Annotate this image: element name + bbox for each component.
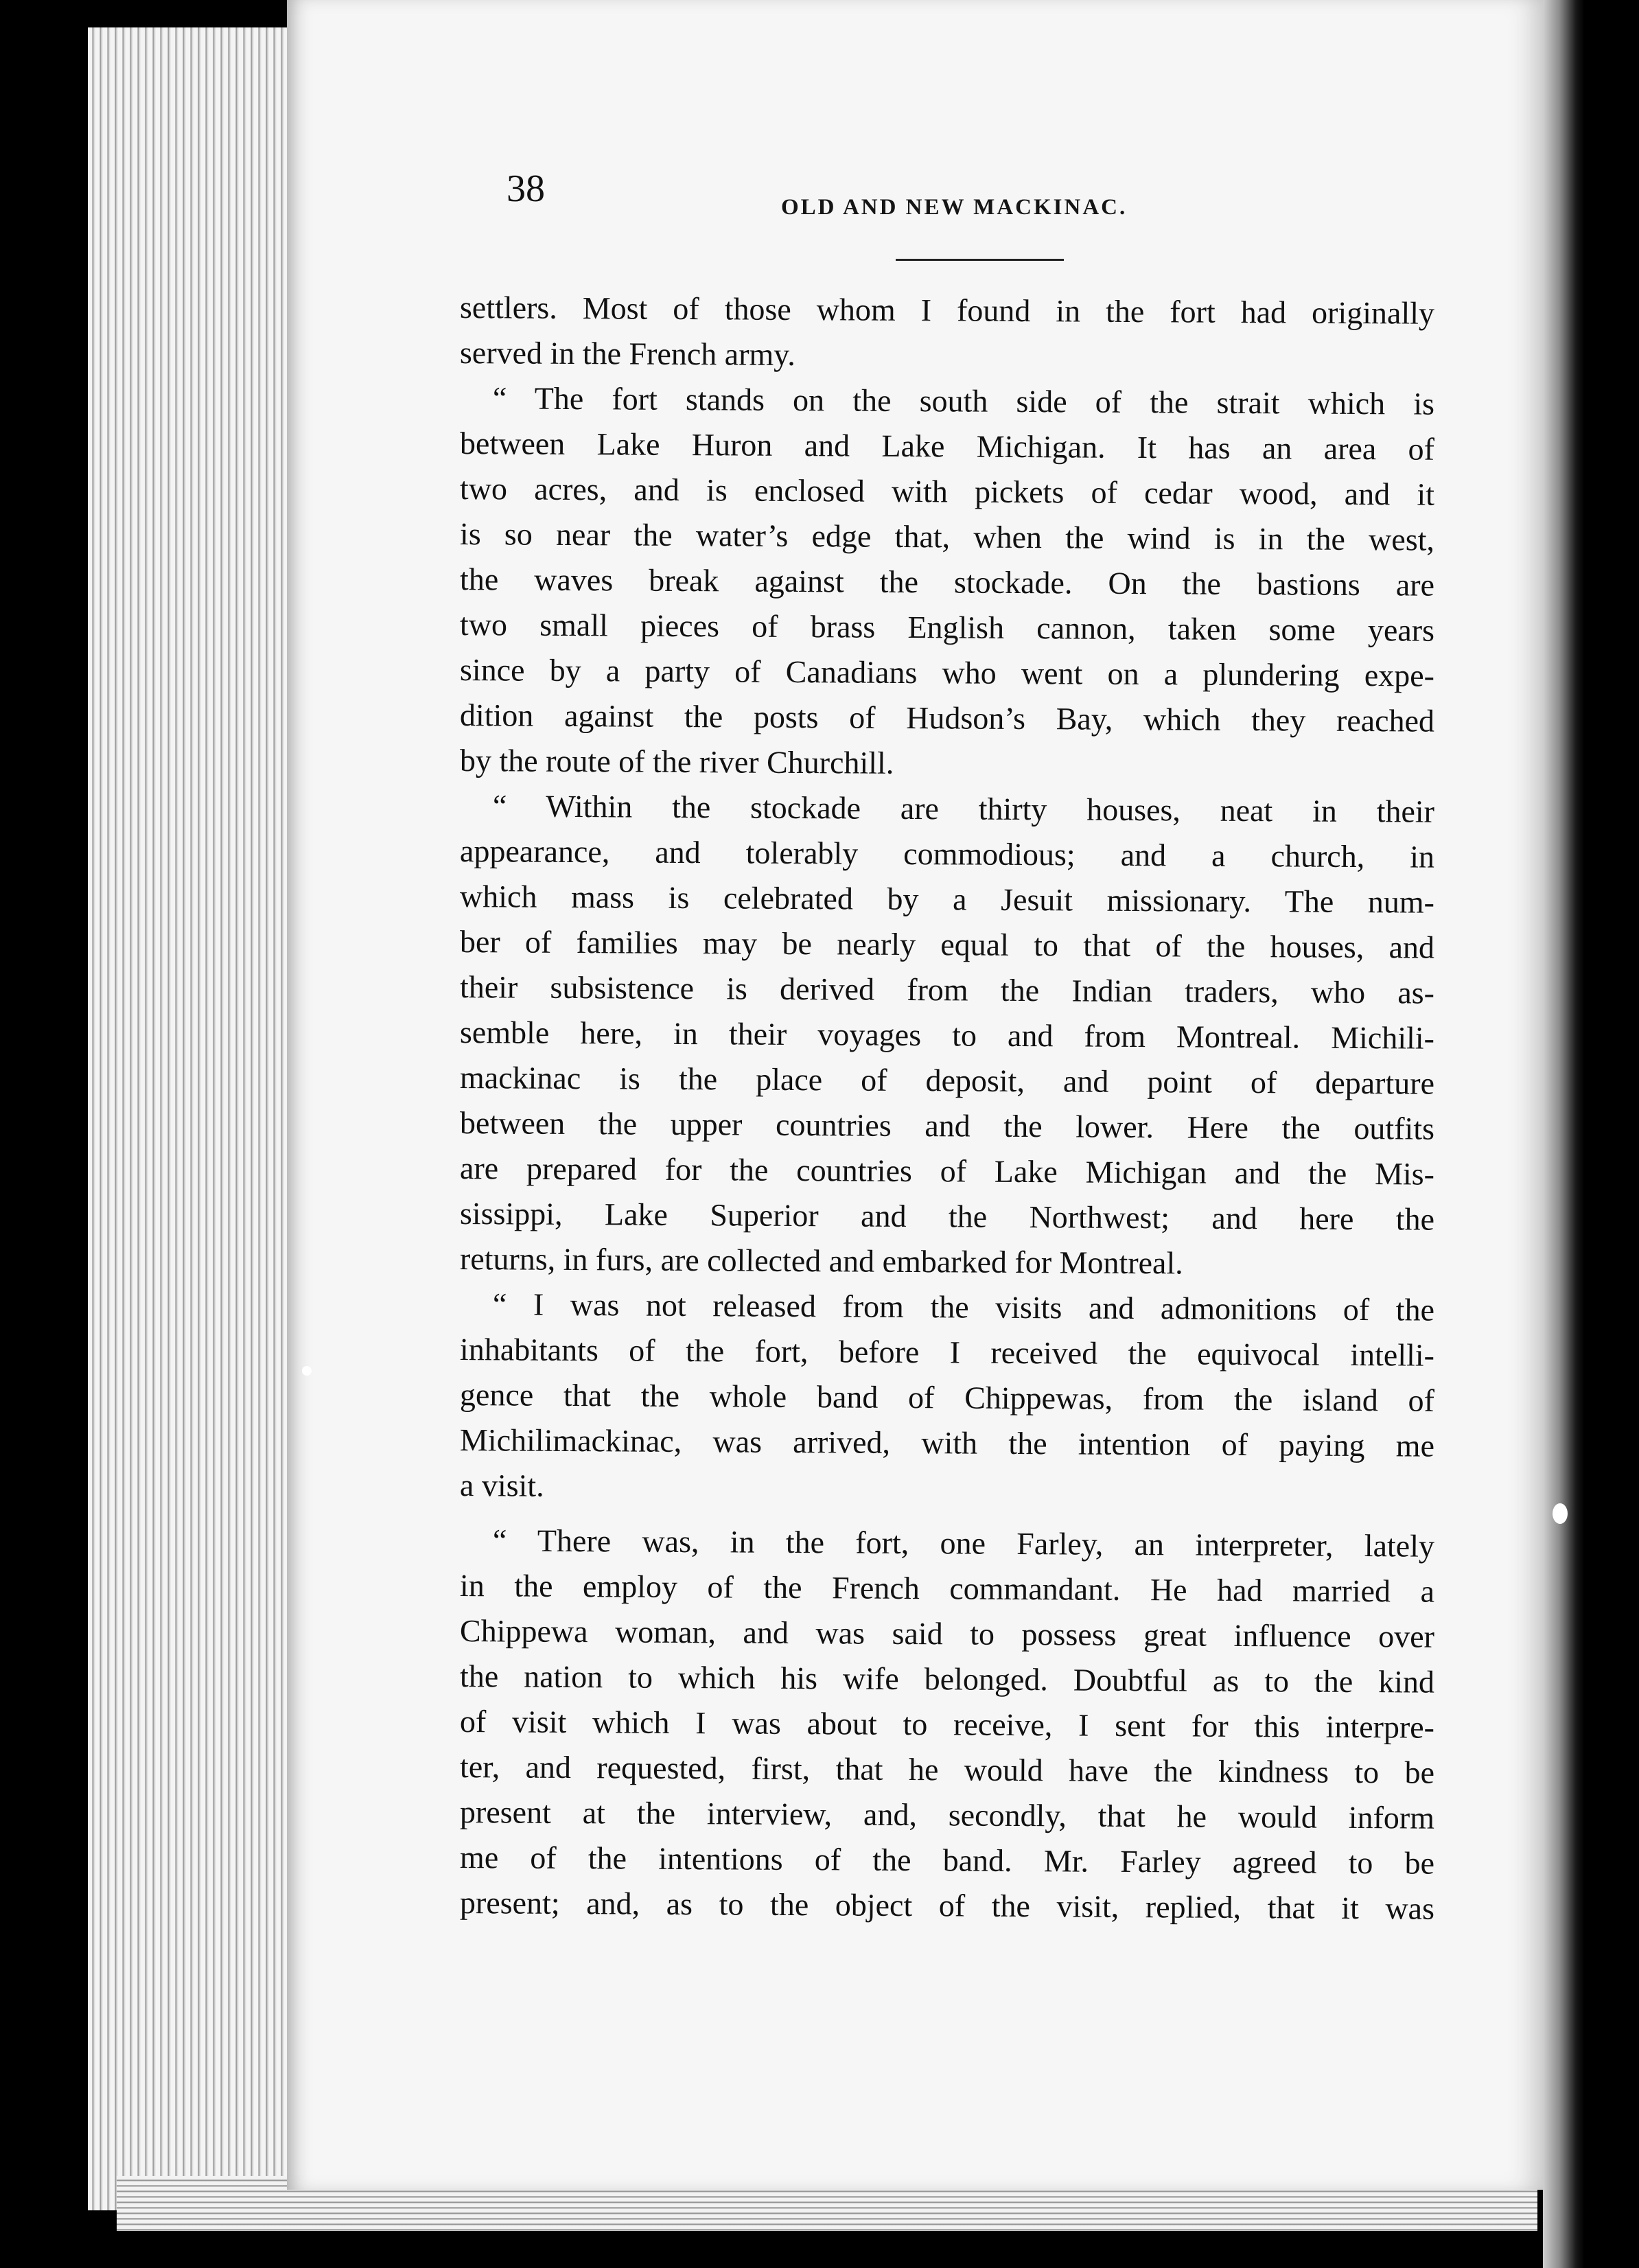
text-line: Chippewa woman, and was said to possess great influence over [459,1613,1435,1654]
text-line: by the route of the river Churchill. [459,743,894,780]
text-line: in the employ of the French commandant. He had married a [459,1568,1435,1609]
page-number: 38 [507,167,545,210]
body-text [460,285,1434,1925]
text-line: between the upper countries and the lower. Here the outfits [459,1105,1435,1146]
text-line: returns, in furs, are collected and embarked for Montreal. [459,1241,1183,1281]
text-line: the nation to which his wife belonged. Doubtful as to the kind [459,1658,1435,1700]
text-line: which mass is celebrated by a Jesuit missionary. The num- [459,879,1435,920]
text-line: two small pieces of brass English cannon, taken some years [459,607,1435,648]
text-line: Michilimackinac, was arrived, with the intention of paying me [459,1422,1435,1463]
binding-shadow [1543,0,1584,2268]
text-line: between Lake Huron and Lake Michigan. It has an area of [459,426,1435,467]
text-line: served in the French army. [459,335,795,372]
text-line: two acres, and is enclosed with pickets of cedar wood, and it [459,471,1435,512]
text-line: dition against the posts of Hudson’s Bay, which they reached [459,697,1435,739]
text-line: is so near the water’s edge that, when the wind is in the west, [459,516,1435,557]
text-line: the waves break against the stockade. On the bastions are [459,562,1435,603]
text-line: their subsistence is derived from the Indian traders, who as- [459,969,1435,1010]
text-line: a visit. [459,1468,544,1503]
text-line: inhabitants of the fort, before I received the equivocal intelli- [459,1332,1435,1373]
header-rule [896,259,1064,261]
text-line: gence that the whole band of Chippewas, from the island of [459,1377,1435,1418]
text-line: “ There was, in the fort, one Farley, an interpreter, lately [492,1523,1435,1564]
text-line: present; and, as to the object of the visit, replied, that it was [459,1885,1435,1926]
text-line: are prepared for the countries of Lake Michigan and the Mis- [459,1150,1435,1192]
text-line: me of the intentions of the band. Mr. Farley agreed to be [459,1840,1435,1881]
page-header [507,165,1193,227]
text-line: semble here, in their voyages to and from Montreal. Michili- [459,1015,1435,1056]
text-line: present at the interview, and, secondly, that he would inform [459,1794,1435,1836]
text-line: sissippi, Lake Superior and the Northwest; and here the [459,1196,1435,1237]
text-line: since by a party of Canadians who went on a plundering expe- [459,652,1435,693]
scan-speck [302,1366,312,1376]
text-line: “ The fort stands on the south side of the strait which is [492,380,1435,421]
text-line: ter, and requested, first, that he would have the kindness to be [459,1749,1435,1790]
text-line: “ Within the stockade are thirty houses, neat in their [492,788,1435,829]
text-line: appearance, and tolerably commodious; and a church, in [459,833,1435,875]
text-line: settlers. Most of those whom I found in the fort had originally [459,290,1435,331]
text-line: “ I was not released from the visits and admonitions of the [492,1286,1435,1328]
page-stack-edge [88,27,289,2210]
text-line: mackinac is the place of deposit, and point of departure [459,1060,1435,1101]
running-head: OLD AND NEW MACKINAC. [781,195,1128,220]
scan-speck [1553,1503,1568,1524]
text-line: ber of families may be nearly equal to that of the houses, and [459,924,1435,965]
text-line: of visit which I was about to receive, I sent for this interpre- [459,1704,1435,1745]
